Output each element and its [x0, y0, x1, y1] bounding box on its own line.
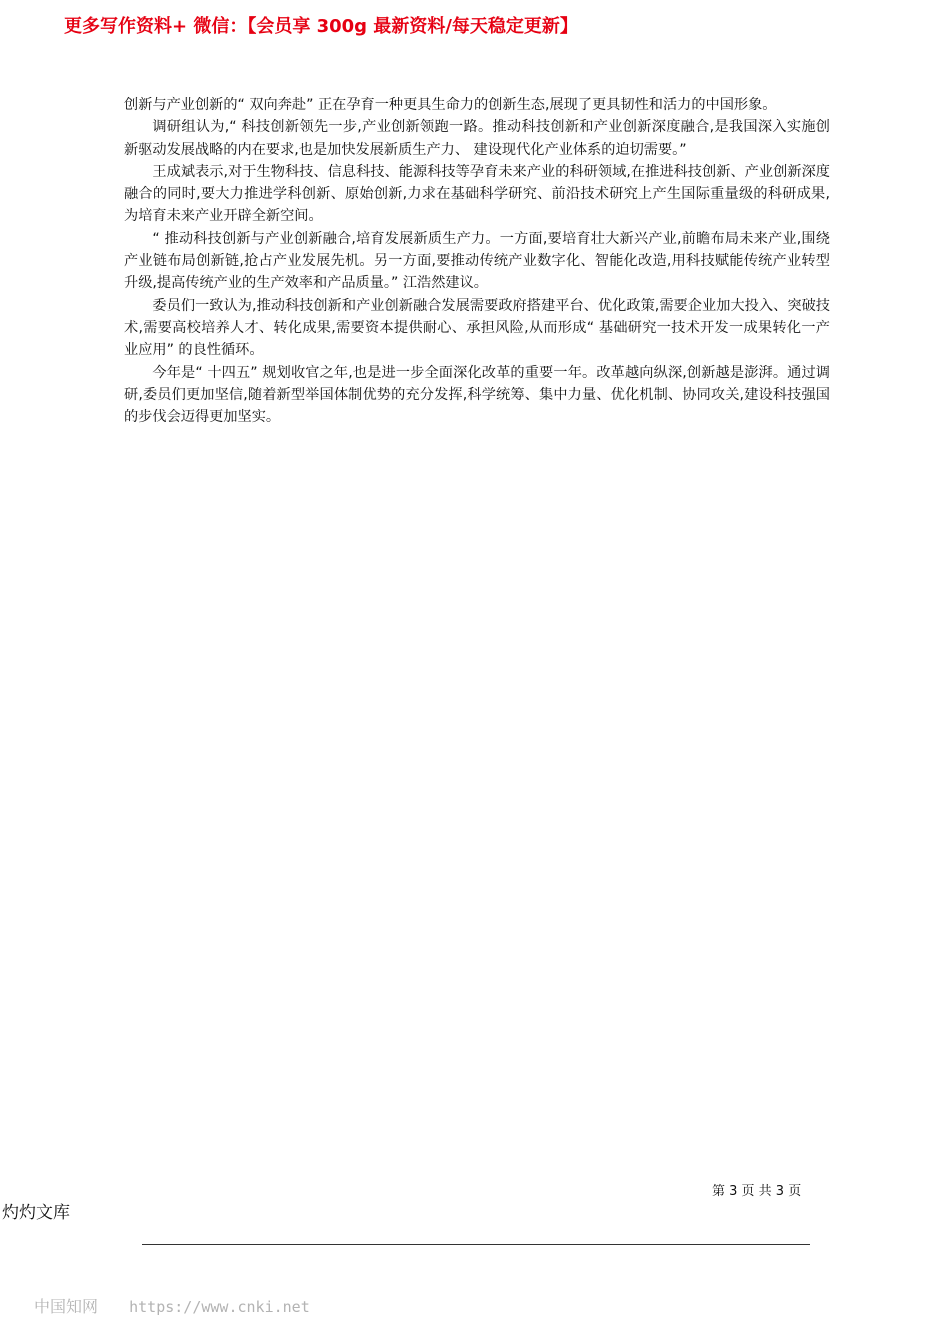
paragraph: “ 推动科技创新与产业创新融合,培育发展新质生产力。一方面,要培育壮大新兴产业,前瞻布局未来产业,围绕产业链布局创新链,抢占产业发展先机。另一方面,要推动传统产业数字化、智能化改造,用科技赋能传统产业转型升级,提高传统产业的生产效率和产品质量。” 江浩然建议。	[124, 230, 830, 292]
promo-banner: 更多写作资料+ 微信：【会员享 300g 最新资料/每天稳定更新】	[64, 16, 578, 37]
watermark-cnki-name: 中国知网	[34, 1297, 99, 1316]
article-body	[124, 94, 830, 428]
footer-divider	[142, 1244, 810, 1245]
library-name: 灼灼文库	[2, 1203, 70, 1223]
page-number: 第 3 页 共 3 页	[712, 1184, 802, 1199]
paragraph: 王成斌表示,对于生物科技、信息科技、能源科技等孕育未来产业的科研领域,在推进科技创新、产业创新深度融合的同时,要大力推进学科创新、原始创新,力求在基础科学研究、前沿技术研究上产生国际重量级的科研成果,为培育未来产业开辟全新空间。	[124, 163, 830, 225]
watermark-url: https://www.cnki.net	[129, 1298, 310, 1316]
watermark	[34, 1294, 310, 1317]
paragraph: 调研组认为,“ 科技创新领先一步,产业创新领跑一路。推动科技创新和产业创新深度融合,是我国深入实施创新驱动发展战略的内在要求,也是加快发展新质生产力、 建设现代化产业体系的迫切需要。”	[124, 119, 830, 158]
paragraph: 今年是“ 十四五” 规划收官之年,也是进一步全面深化改革的重要一年。改革越向纵深,创新越是澎湃。通过调研,委员们更加坚信,随着新型举国体制优势的充分发挥,科学统筹、集中力量、优化机制、协同攻关,建设科技强国的步伐会迈得更加坚实。	[124, 364, 830, 426]
paragraph-continuation: 创新与产业创新的“ 双向奔赴” 正在孕育一种更具生命力的创新生态,展现了更具韧性和活力的中国形象。	[124, 97, 777, 113]
paragraph: 委员们一致认为,推动科技创新和产业创新融合发展需要政府搭建平台、优化政策,需要企业加大投入、突破技术,需要高校培养人才、转化成果,需要资本提供耐心、承担风险,从而形成“ 基础研究一技术开发一成果转化一产业应用” 的良性循环。	[124, 297, 830, 359]
